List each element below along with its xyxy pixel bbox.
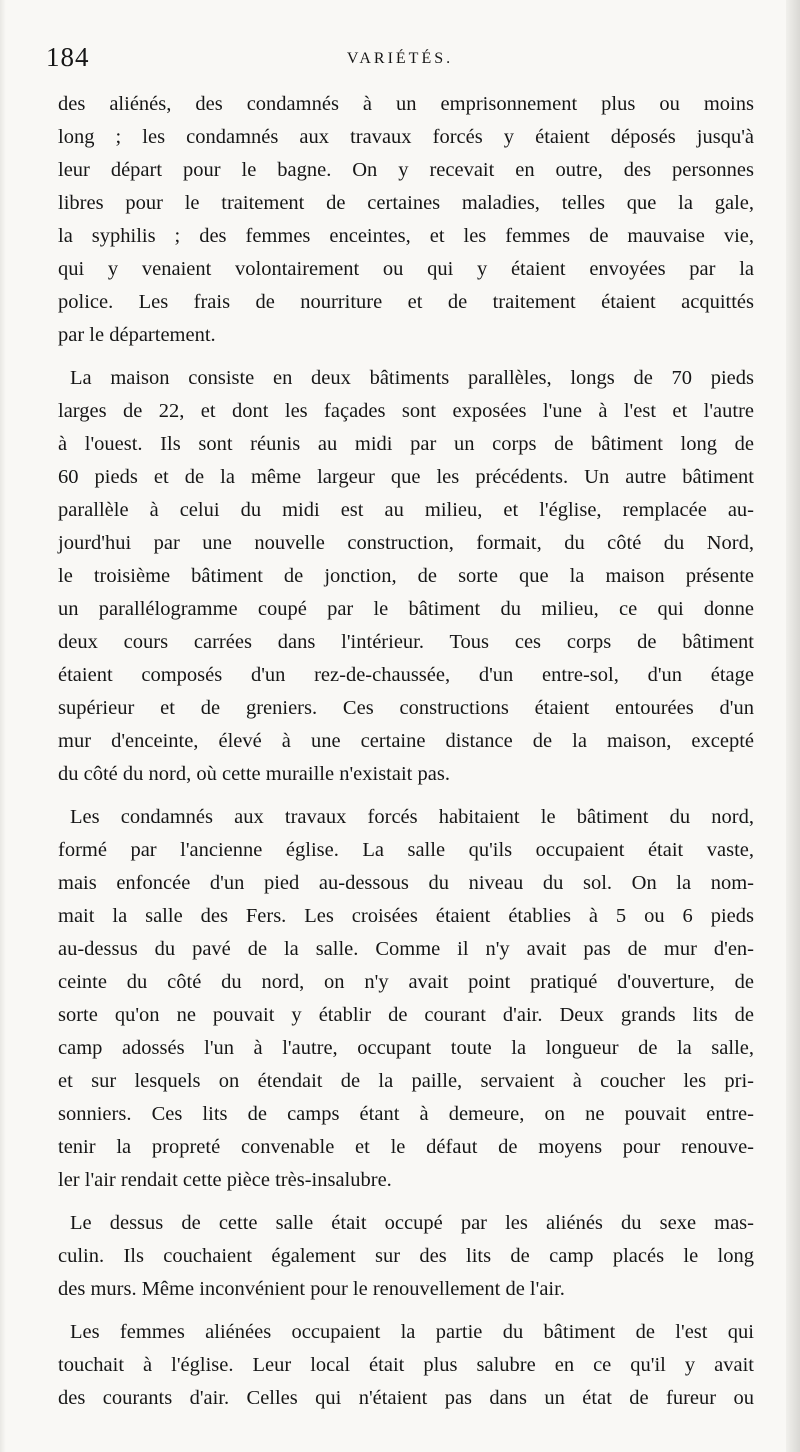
text-line: par le département. (58, 324, 216, 346)
text-line: au-dessus du pavé de la salle. Comme il n'y avait pas de mur d'en- (58, 938, 754, 960)
page-right-edge-shadow (786, 0, 800, 1452)
text-line: Le dessus de cette salle était occupé par les aliénés du sexe mas- (70, 1212, 754, 1234)
text-line: des aliénés, des condamnés à un emprisonnement plus ou moins (58, 93, 754, 115)
text-line: sorte qu'on ne pouvait y établir de courant d'air. Deux grands lits de (58, 1004, 754, 1026)
text-line: mur d'enceinte, élevé à une certaine distance de la maison, excepté (58, 730, 754, 752)
text-line: tenir la propreté convenable et le défaut de moyens pour renouve- (58, 1136, 754, 1158)
paragraph-gap (58, 1197, 754, 1207)
text-line: La maison consiste en deux bâtiments parallèles, longs de 70 pieds (70, 367, 754, 389)
text-line: des courants d'air. Celles qui n'étaient pas dans un état de fureur ou (58, 1387, 754, 1409)
paragraph (58, 801, 754, 1197)
text-line: ceinte du côté du nord, on n'y avait point pratiqué d'ouverture, de (58, 971, 754, 993)
text-line: sonniers. Ces lits de camps étant à demeure, on ne pouvait entre- (58, 1103, 754, 1125)
text-line: du côté du nord, où cette muraille n'existait pas. (58, 763, 450, 785)
text-line: à l'ouest. Ils sont réunis au midi par un corps de bâtiment long de (58, 433, 754, 455)
text-line: culin. Ils couchaient également sur des lits de camp placés le long (58, 1245, 754, 1267)
text-line: 60 pieds et de la même largeur que les précédents. Un autre bâtiment (58, 466, 754, 488)
text-line: camp adossés l'un à l'autre, occupant toute la longueur de la salle, (58, 1037, 754, 1059)
text-line: larges de 22, et dont les façades sont exposées l'une à l'est et l'autre (58, 400, 754, 422)
text-line: mait la salle des Fers. Les croisées étaient établies à 5 ou 6 pieds (58, 905, 754, 927)
paragraph (58, 1316, 754, 1415)
text-line: un parallélogramme coupé par le bâtiment du milieu, ce qui donne (58, 598, 754, 620)
text-line: Les femmes aliénées occupaient la partie du bâtiment de l'est qui (70, 1321, 754, 1343)
body-text (58, 88, 754, 1415)
text-line: Les condamnés aux travaux forcés habitaient le bâtiment du nord, (70, 806, 754, 828)
text-line: des murs. Même inconvénient pour le renouvellement de l'air. (58, 1278, 565, 1300)
text-line: le troisième bâtiment de jonction, de sorte que la maison présente (58, 565, 754, 587)
paragraph (58, 362, 754, 791)
page-left-edge (0, 0, 6, 1452)
text-line: deux cours carrées dans l'intérieur. Tous ces corps de bâtiment (58, 631, 754, 653)
text-line: touchait à l'église. Leur local était plus salubre en ce qu'il y avait (58, 1354, 754, 1376)
text-line: la syphilis ; des femmes enceintes, et les femmes de mauvaise vie, (58, 225, 754, 247)
text-line: supérieur et de greniers. Ces constructions étaient entourées d'un (58, 697, 754, 719)
paragraph (58, 1207, 754, 1306)
text-line: et sur lesquels on étendait de la paille, servaient à coucher les pri- (58, 1070, 754, 1092)
text-line: long ; les condamnés aux travaux forcés y étaient déposés jusqu'à (58, 126, 754, 148)
text-line: mais enfoncée d'un pied au-dessous du niveau du sol. On la nom- (58, 872, 754, 894)
paragraph (58, 88, 754, 352)
text-line: police. Les frais de nourriture et de traitement étaient acquittés (58, 291, 754, 313)
paragraph-gap (58, 791, 754, 801)
page-header (46, 42, 754, 82)
text-line: étaient composés d'un rez-de-chaussée, d'un entre-sol, d'un étage (58, 664, 754, 686)
paragraph-gap (58, 1306, 754, 1316)
text-line: formé par l'ancienne église. La salle qu'ils occupaient était vaste, (58, 839, 754, 861)
text-line: leur départ pour le bagne. On y recevait en outre, des personnes (58, 159, 754, 181)
text-line: libres pour le traitement de certaines maladies, telles que la gale, (58, 192, 754, 214)
running-head: VARIÉTÉS. (346, 50, 454, 67)
page-number: 184 (46, 42, 90, 72)
paragraph-gap (58, 352, 754, 362)
text-line: qui y venaient volontairement ou qui y étaient envoyées par la (58, 258, 754, 280)
text-line: jourd'hui par une nouvelle construction, formait, du côté du Nord, (58, 532, 754, 554)
text-line: ler l'air rendait cette pièce très-insalubre. (58, 1169, 392, 1191)
text-line: parallèle à celui du midi est au milieu, et l'église, remplacée au- (58, 499, 754, 521)
